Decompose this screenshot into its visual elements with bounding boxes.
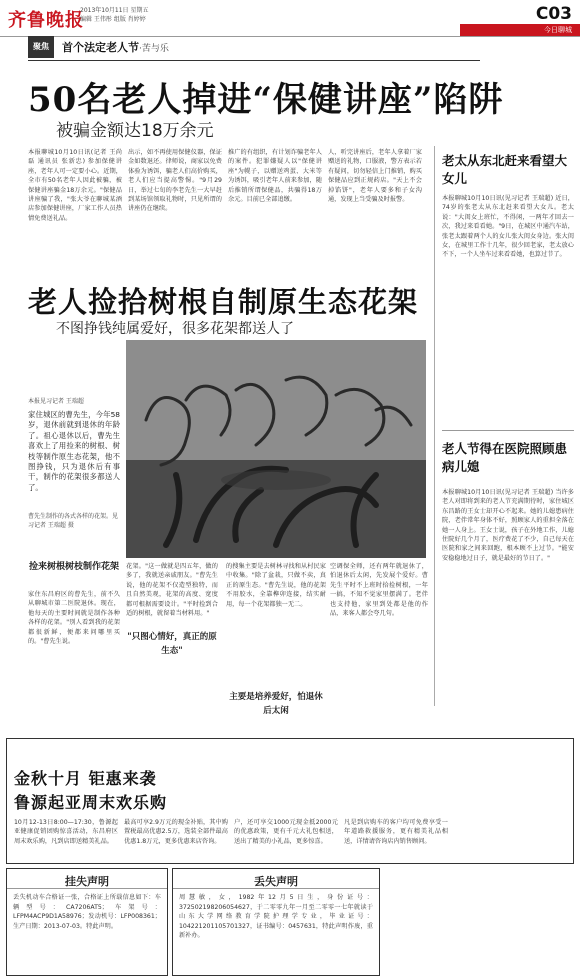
page-code: C03 [535,4,572,24]
story1-column-3: 推广的有组织，有计划诈骗老年人的案件。犯罪嫌疑人以"保健讲座"为幌子，以赠送鸡蛋、大米等为诱饵，吸引老年人前来参加，随后推销所谓保健品，共骗得18万余元。目前已全部追缴。 [228,149,322,204]
story1-column-2: 出示，如不再使用保健仪器，保证金如数退还。律师说，商家以免费体验为诱饵，骗老人们高价购买，老人们应当提高警惕。"9月29日，举过七旬的李老先生一大早赶到某场馆领取礼物时，只见所谓的讲座仍在继续。 [128,149,222,213]
column-divider [434,146,435,706]
ad-headline-2: 鲁源起亚周末欢乐购 [14,793,168,812]
story2-column-1: 家住东昌府区的曹先生，前不久从聊城市第二医院退休。现在，他每天的主要时间就是制作各种各样的花架。"别人看到我的花架都很新鲜，便都来问哪里买的。"曹先生说。 [28,591,120,646]
story2-subtitle: 捡来树根树枝制作花架 [28,562,119,572]
story1-subhead: 被骗金额达18万余元 [56,121,214,141]
notice-body: 丢失机动车合格证一张，合格证上所载信息如下：车辆型号：CA7206AT5；车架号：LFPM4ACP9D1A58976；发动机号：LFP008361；生产日期：2013-07-03。特此声明。 [13,894,161,930]
section-badge: 聚焦 [28,36,54,58]
root-flower-stands-illustration [126,340,426,558]
sidebar-divider [442,430,574,431]
story1-column-1: 本报聊城10月10日讯(记者 王尚磊 通讯员 张新忠) 参加保健讲座，老年人可一定要小心。近期，全市有50名老年人因此被骗，被保健讲座骗金18万余元。"保健品讲座骗了我，"张大爷在聊城某酒店参加保健讲座，厂家工作人员热情免费送礼品。 [28,149,122,222]
section-author: ·苦与乐 [139,44,169,54]
story2-byline: 本报见习记者 王瑞超 [28,398,84,405]
section-title [62,39,169,55]
section-divider [28,60,480,61]
notice-loss-statement [172,868,380,976]
story2-pull-quote-2: 主要是培养爱好，怕退休后太闲 [229,692,323,716]
ad-headline-1: 金秋十月 钜惠来袭 [14,769,157,788]
story2-subhead: 不图挣钱纯属爱好，很多花架都送人了 [56,321,294,337]
story2-column-3: 的搜集主要是去树林寻找和从村民家中收集。"除了盆栽，只做不卖，真正的原生态。"曹先生说，他的花架不用胶水，全靠榫卯连接，结实耐用，每一个花架都独一无二。 [226,563,326,608]
story2-photo [126,340,426,558]
story2-column-2: 花架。"这一做就是四五年，做的多了，我就送亲戚朋友。"曹先生说，他的花架不仅造型独特，而且自然美观，花架的高度、宽度都可根据需要设计。"平时捡到合适的树根，就留着当材料用。" [126,563,218,618]
ad-column-2: 最高可享2.9万元的现金补贴，其中购置税最高优惠2.5万，选装全部件最高优惠1.8万元，更多优惠来店咨询。 [124,819,228,845]
story2-lead: 家住城区的曹先生，今年58岁，退休前就到退休的年龄了。祖心退休以后，曹先生喜欢上了用捡来的树根、树枝等制作原生态花架，他不图挣钱，只为退休后有事干，制作的花架很多都送人了。 [28,410,120,492]
story2-column-4: 空调保全师，还有两年就退休了，怕退休后太闲，先发展个爱好。曹先生平时不上班时拾捡树根，一年一搞，不知不觉家里摆满了。老伴也支持他，家里到处都是他的作品，来客人都会夸几句。 [330,563,428,618]
ad-column-3: 户，还可享交1000元现金抵2000元的优惠政策，更有千元大礼包相送，送出了精美的小礼品，更多惊喜。 [234,819,338,845]
story2-headline: 老人捡拾树根自制原生态花架 [28,285,419,319]
editors-line: 编辑 王伟彤 组版 肖婷婷 [80,16,146,23]
section-title-text: 首个法定老人节 [62,41,139,54]
page-section-label: 今日聊城 [460,24,580,36]
notice-title: 丢失声明 [173,869,379,889]
ad-column-1: 10月12-13日8:00—17:30，鲁源起亚健康促销团购惊喜活动，东昌府区周末欢乐购，凡到店即送精美礼品。 [14,819,118,845]
story2-pull-quote-1: "只图心情好，真正的原生态" [127,632,217,656]
date-line: 2013年10月11日 星期五 [80,7,149,14]
newspaper-logo: 齐鲁晚报 [8,10,84,31]
photo-caption: 曹先生制作的各式各样的花架。见习记者 王瑞超 摄 [28,513,119,529]
notice-title: 挂失声明 [7,869,167,889]
sidebar-headline-1: 老太从东北赶来看望大女儿 [442,153,568,186]
story1-column-4: 人，听完讲座后，老年人拿着厂家赠送的礼物，口服液，警方表示若有疑问，切勿轻信上门推销，购买保健品应到正规药店。"天上不会掉馅饼"，老年人要多和子女沟通，发现上当受骗及时报警。 [328,149,422,204]
masthead-divider [0,36,580,37]
story1-headline: 50名老人掉进“保健讲座”陷阱 [28,80,504,120]
sidebar-body-2: 本报聊城10月10日讯(见习记者 王瑞超) 当许多老人对即将到来的老人节充满期待时，家住城区东昌路的王女士却开心不起来。她的儿媳患病住院，老伴常年身体不好，照顾家人的重担全落在她一人身上。王女士说，孩子在外地工作，儿媳住院好几个月了，医疗费花了不少，自己每天在医院和家之间来回跑，根本顾不上过节。"能安安稳稳地过日子，就是最好的节日了。" [442,489,574,562]
sidebar-body-1: 本报聊城10月10日讯(见习记者 王瑞超) 近日，74岁的张老太从东北赶来看望大女儿。老太说："大闺女上班忙，不得闲，一两年才回去一次，我过来看看她。"9日，在城区中通汽车站，张老太跟着两个人的女儿张大闺女身边。张大闺女，在城里工作十几年，很少回老家，老太放心不下，一个人坐车过来看看她，也算过节了。 [442,195,574,259]
masthead-meta [80,6,148,24]
notice-body: 周慧敏，女，1982年12月5日生，身份证号：372502198206054627，于二零零九年一月至二零零一七年就读于山东大学网络教育学院护理学专业，毕业证号：104221201105701327，证书编号：0457631，特此声明作废，重新补办。 [179,894,373,940]
sidebar-headline-2: 老人节得在医院照顾患病儿媳 [442,441,568,474]
notice-lost-declaration [6,868,168,976]
ad-column-4: 凡是到店购车的客户均可免费享受一年道路救援服务，更有精美礼品相送，详情请咨询店内销售顾问。 [344,819,448,845]
